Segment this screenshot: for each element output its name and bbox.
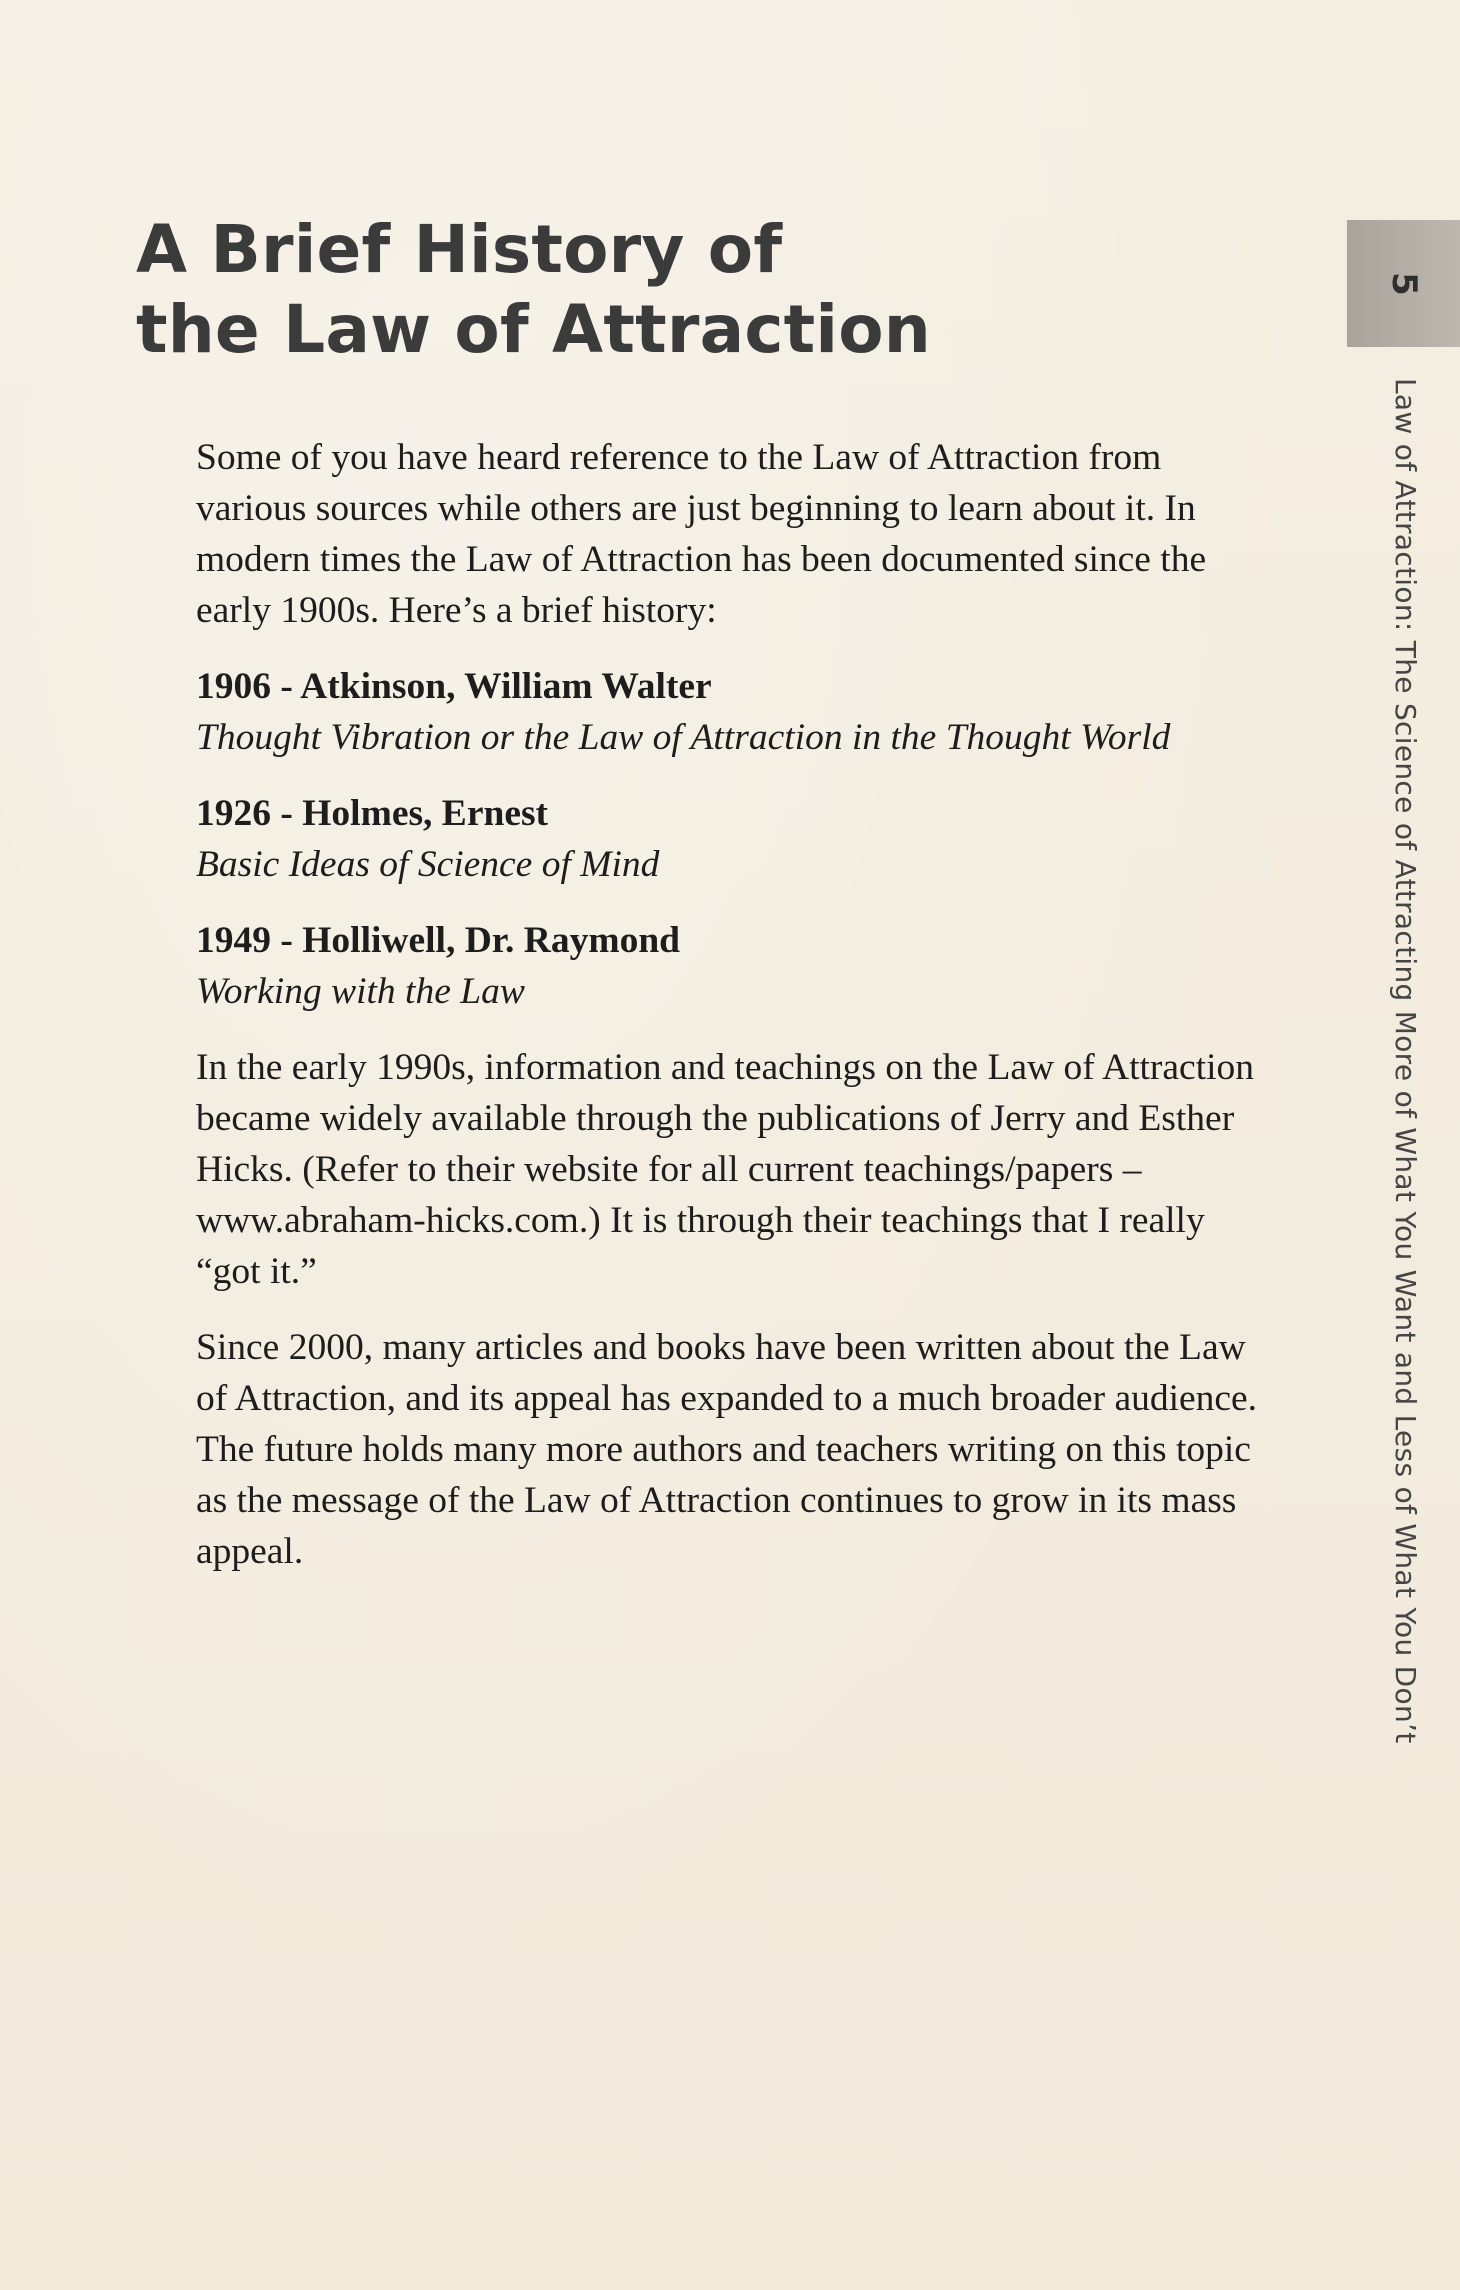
title-line-2: the Law of Attraction xyxy=(136,291,931,368)
page-number-text: 5 xyxy=(1383,271,1424,296)
running-head xyxy=(1385,378,1425,1744)
history-entry-book-title: Thought Vibration or the Law of Attraction in the Thought World xyxy=(196,717,1171,758)
history-entry-heading: 1949 - Holliwell, Dr. Raymond xyxy=(196,920,681,961)
title-line-1: A Brief History of xyxy=(136,211,783,288)
chapter-tab xyxy=(1347,220,1460,347)
history-entry-heading: 1906 - Atkinson, William Walter xyxy=(196,666,712,707)
history-entry xyxy=(196,915,1276,1017)
intro-paragraph: Some of you have heard reference to the Law of Attraction from various sources while others are just beginning to learn about it. In modern times the Law of Attraction has been documented since the early 1900s. Here’s a brief history: xyxy=(196,437,1207,631)
running-head-text: Law of Attraction: The Science of Attracting More of What You Want and Less of What You Don’t xyxy=(1389,378,1422,1744)
history-entry-book-title: Basic Ideas of Science of Mind xyxy=(196,844,660,885)
history-entry-heading: 1926 - Holmes, Ernest xyxy=(196,793,549,834)
history-entry xyxy=(196,788,1276,890)
body-text xyxy=(196,432,1276,1602)
history-entry xyxy=(196,661,1276,763)
page-number xyxy=(1347,220,1460,347)
history-entry-book-title: Working with the Law xyxy=(196,971,525,1012)
body-paragraph-hicks: In the early 1990s, information and teachings on the Law of Attraction became widely available through the publications of Jerry and Esther Hicks. (Refer to their website for all current teachings/papers – www.abraham-hicks.com.) It is through their teachings that I really “got it.” xyxy=(196,1047,1255,1292)
body-paragraph-since-2000: Since 2000, many articles and books have been written about the Law of Attraction, and its appeal has expanded to a much broader audience. The future holds many more authors and teachers writing on this topic as the message of the Law of Attraction continues to grow in its mass appeal. xyxy=(196,1327,1258,1572)
page-title xyxy=(136,210,1036,370)
